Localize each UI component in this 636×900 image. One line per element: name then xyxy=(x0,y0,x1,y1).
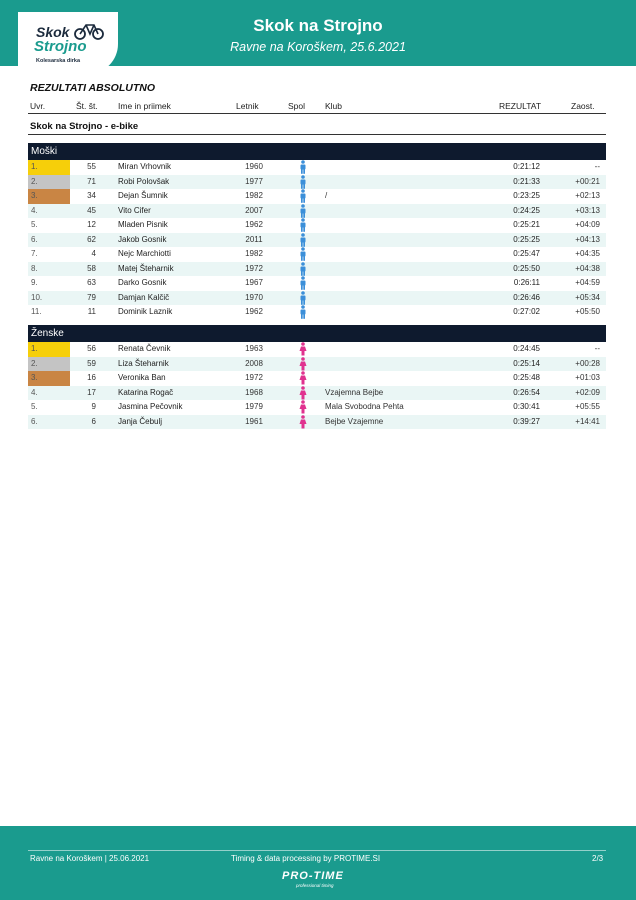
column-header-bib: Št. št. xyxy=(76,101,98,111)
table-row xyxy=(28,305,606,320)
year-cell: 1982 xyxy=(245,191,263,200)
name-cell: Katarina Rogač xyxy=(118,387,174,397)
rank-cell: 9. xyxy=(31,278,38,287)
result-cell: 0:25:50 xyxy=(513,263,540,273)
gap-cell: +05:50 xyxy=(575,307,600,316)
rank-cell: 5. xyxy=(31,220,38,229)
column-header-rank: Uvr. xyxy=(30,101,46,111)
male-icon xyxy=(299,189,309,204)
footer-band xyxy=(0,826,636,900)
rank-cell: 2. xyxy=(28,357,70,372)
bib-cell: 63 xyxy=(87,278,96,287)
bib-cell: 79 xyxy=(87,292,96,302)
result-cell: 0:25:14 xyxy=(513,358,540,368)
year-cell: 1970 xyxy=(245,292,263,302)
male-icon xyxy=(299,262,309,277)
result-cell: 0:24:25 xyxy=(513,205,540,215)
male-icon xyxy=(299,247,309,262)
rank-cell: 5. xyxy=(31,402,38,411)
year-cell: 1962 xyxy=(245,307,263,316)
page-number: 2/3 xyxy=(592,854,604,863)
year-cell: 2008 xyxy=(245,358,263,368)
rank-cell: 4. xyxy=(31,205,38,215)
male-icon xyxy=(299,291,309,306)
bib-cell: 17 xyxy=(87,387,96,397)
year-cell: 1982 xyxy=(245,249,263,258)
result-cell: 0:26:11 xyxy=(513,278,540,287)
result-cell: 0:26:46 xyxy=(513,292,540,302)
female-icon xyxy=(299,415,309,430)
bib-cell: 58 xyxy=(87,263,96,273)
table-row xyxy=(28,189,606,204)
bib-cell: 62 xyxy=(87,234,96,244)
male-icon xyxy=(299,218,309,233)
gap-cell: +04:38 xyxy=(575,263,600,273)
column-header-year: Letnik xyxy=(236,101,259,111)
race-title: Skok na Strojno - e-bike xyxy=(30,121,139,132)
year-cell: 2007 xyxy=(245,205,263,215)
year-cell: 1961 xyxy=(245,416,263,426)
header-divider xyxy=(28,113,606,114)
rank-cell: 10. xyxy=(31,292,43,302)
bib-cell: 9 xyxy=(91,402,96,411)
rank-cell: 3. xyxy=(28,371,70,386)
year-cell: 1968 xyxy=(245,387,263,397)
male-icon xyxy=(299,204,309,219)
year-cell: 1967 xyxy=(245,278,263,287)
bib-cell: 59 xyxy=(87,358,96,368)
result-cell: 0:26:54 xyxy=(513,387,540,397)
table-row xyxy=(28,247,606,262)
table-row xyxy=(28,218,606,233)
bib-cell: 34 xyxy=(87,191,96,200)
gap-cell: +05:55 xyxy=(575,402,600,411)
result-cell: 0:25:21 xyxy=(513,220,540,229)
female-icon xyxy=(299,342,309,357)
page-title: Skok na Strojno xyxy=(253,16,383,35)
logo-text-line2: Strojno xyxy=(34,38,87,55)
female-icon xyxy=(299,371,309,386)
rank-cell: 1. xyxy=(28,160,70,175)
category-header: Ženske xyxy=(28,325,606,342)
name-cell: Renata Čevnik xyxy=(118,344,171,353)
table-row xyxy=(28,233,606,248)
result-cell: 0:23:25 xyxy=(513,191,540,200)
name-cell: Jasmina Pečovnik xyxy=(118,402,183,411)
name-cell: Jakob Gosnik xyxy=(118,234,167,244)
club-cell: / xyxy=(325,191,328,200)
result-cell: 0:39:27 xyxy=(513,416,540,426)
logo-subtitle: Kolesarska dirka xyxy=(36,58,81,64)
year-cell: 1960 xyxy=(245,162,263,171)
gap-cell: +00:28 xyxy=(575,358,600,368)
gap-cell: -- xyxy=(594,344,600,353)
section-title: REZULTATI ABSOLUTNO xyxy=(30,82,156,94)
table-row xyxy=(28,386,606,401)
name-cell: Veronika Ban xyxy=(118,373,166,382)
year-cell: 1963 xyxy=(245,344,263,353)
column-header-result: REZULTAT xyxy=(499,101,542,111)
gap-cell: +04:59 xyxy=(575,278,600,287)
year-cell: 2011 xyxy=(245,234,263,244)
gap-cell: +02:13 xyxy=(575,191,600,200)
name-cell: Matej Šteharnik xyxy=(118,263,174,273)
gap-cell: +05:34 xyxy=(575,292,600,302)
table-row xyxy=(28,400,606,415)
table-row xyxy=(28,357,606,372)
rank-cell: 3. xyxy=(28,189,70,204)
male-icon xyxy=(299,233,309,248)
club-cell: Vzajemna Bejbe xyxy=(325,387,384,397)
bib-cell: 11 xyxy=(87,307,96,316)
column-header-gap: Zaost. xyxy=(571,101,595,111)
name-cell: Janja Čebulj xyxy=(118,416,163,426)
bib-cell: 71 xyxy=(87,176,96,186)
year-cell: 1972 xyxy=(245,373,263,382)
bib-cell: 45 xyxy=(87,205,96,215)
table-row xyxy=(28,415,606,430)
gap-cell: +04:09 xyxy=(575,220,600,229)
result-cell: 0:21:12 xyxy=(513,162,540,171)
male-icon xyxy=(299,175,309,190)
table-row xyxy=(28,262,606,277)
table-row xyxy=(28,276,606,291)
result-cell: 0:24:45 xyxy=(513,344,540,353)
gap-cell: +03:13 xyxy=(575,205,600,215)
rank-cell: 2. xyxy=(28,175,70,190)
result-cell: 0:25:25 xyxy=(513,234,540,244)
rank-cell: 6. xyxy=(31,234,38,244)
result-cell: 0:25:47 xyxy=(513,249,540,258)
table-row xyxy=(28,371,606,386)
bib-cell: 55 xyxy=(87,162,96,171)
result-cell: 0:25:48 xyxy=(513,373,540,382)
bib-cell: 4 xyxy=(91,249,96,258)
rank-cell: 4. xyxy=(31,387,38,397)
club-cell: Bejbe Vzajemne xyxy=(325,416,384,426)
name-cell: Robi Polovšak xyxy=(118,176,170,186)
logo-text-line1: Skok xyxy=(36,24,70,40)
club-cell: Mala Svobodna Pehta xyxy=(325,402,404,411)
name-cell: Miran Vrhovnik xyxy=(118,162,172,171)
name-cell: Darko Gosnik xyxy=(118,278,167,287)
protime-logo: PRO-TIME xyxy=(282,870,344,882)
gap-cell: +02:09 xyxy=(575,387,600,397)
year-cell: 1979 xyxy=(245,402,263,411)
gap-cell: +04:35 xyxy=(575,249,600,258)
table-row xyxy=(28,160,606,175)
gap-cell: +01:03 xyxy=(575,373,600,382)
year-cell: 1972 xyxy=(245,263,263,273)
gap-cell: +04:13 xyxy=(575,234,600,244)
result-cell: 0:30:41 xyxy=(513,402,540,411)
male-icon xyxy=(299,276,309,291)
gap-cell: -- xyxy=(594,162,600,171)
table-row xyxy=(28,342,606,357)
year-cell: 1977 xyxy=(245,176,263,186)
category-header: Moški xyxy=(28,143,606,160)
column-header-club: Klub xyxy=(325,101,343,111)
rank-cell: 1. xyxy=(28,342,70,357)
bib-cell: 56 xyxy=(87,344,96,353)
bib-cell: 16 xyxy=(87,373,96,382)
rank-cell: 7. xyxy=(31,249,38,258)
female-icon xyxy=(299,357,309,372)
name-cell: Mladen Pisnik xyxy=(118,220,168,229)
rank-cell: 11. xyxy=(31,307,42,316)
year-cell: 1962 xyxy=(245,220,263,229)
gap-cell: +00:21 xyxy=(575,176,600,186)
gap-cell: +14:41 xyxy=(575,416,600,426)
bib-cell: 12 xyxy=(87,220,96,229)
protime-logo-subtitle: professional timing xyxy=(296,883,334,888)
female-icon xyxy=(299,386,309,401)
column-header-name: Ime in priimek xyxy=(118,101,171,111)
result-cell: 0:27:02 xyxy=(513,307,540,316)
rank-cell: 6. xyxy=(31,416,38,426)
race-divider xyxy=(28,134,606,135)
table-row xyxy=(28,204,606,219)
male-icon xyxy=(299,160,309,175)
female-icon xyxy=(299,400,309,415)
footer-divider xyxy=(28,850,606,851)
bib-cell: 6 xyxy=(91,416,96,426)
name-cell: Dominik Laznik xyxy=(118,307,173,316)
table-row xyxy=(28,175,606,190)
name-cell: Dejan Šumnik xyxy=(118,191,168,200)
table-row xyxy=(28,291,606,306)
rank-cell: 8. xyxy=(31,263,38,273)
name-cell: Liza Šteharnik xyxy=(118,358,169,368)
page-subtitle: Ravne na Koroškem, 25.6.2021 xyxy=(230,40,406,54)
name-cell: Vito Cifer xyxy=(118,205,151,215)
result-cell: 0:21:33 xyxy=(513,176,540,186)
column-header-gender: Spol xyxy=(288,101,306,111)
name-cell: Nejc Marchiotti xyxy=(118,249,171,258)
footer-location-date: Ravne na Koroškem | 25.06.2021 xyxy=(30,854,150,863)
name-cell: Damjan Kalčič xyxy=(118,292,170,302)
male-icon xyxy=(299,305,309,320)
footer-credit: Timing & data processing by PROTIME.SI xyxy=(231,854,381,863)
